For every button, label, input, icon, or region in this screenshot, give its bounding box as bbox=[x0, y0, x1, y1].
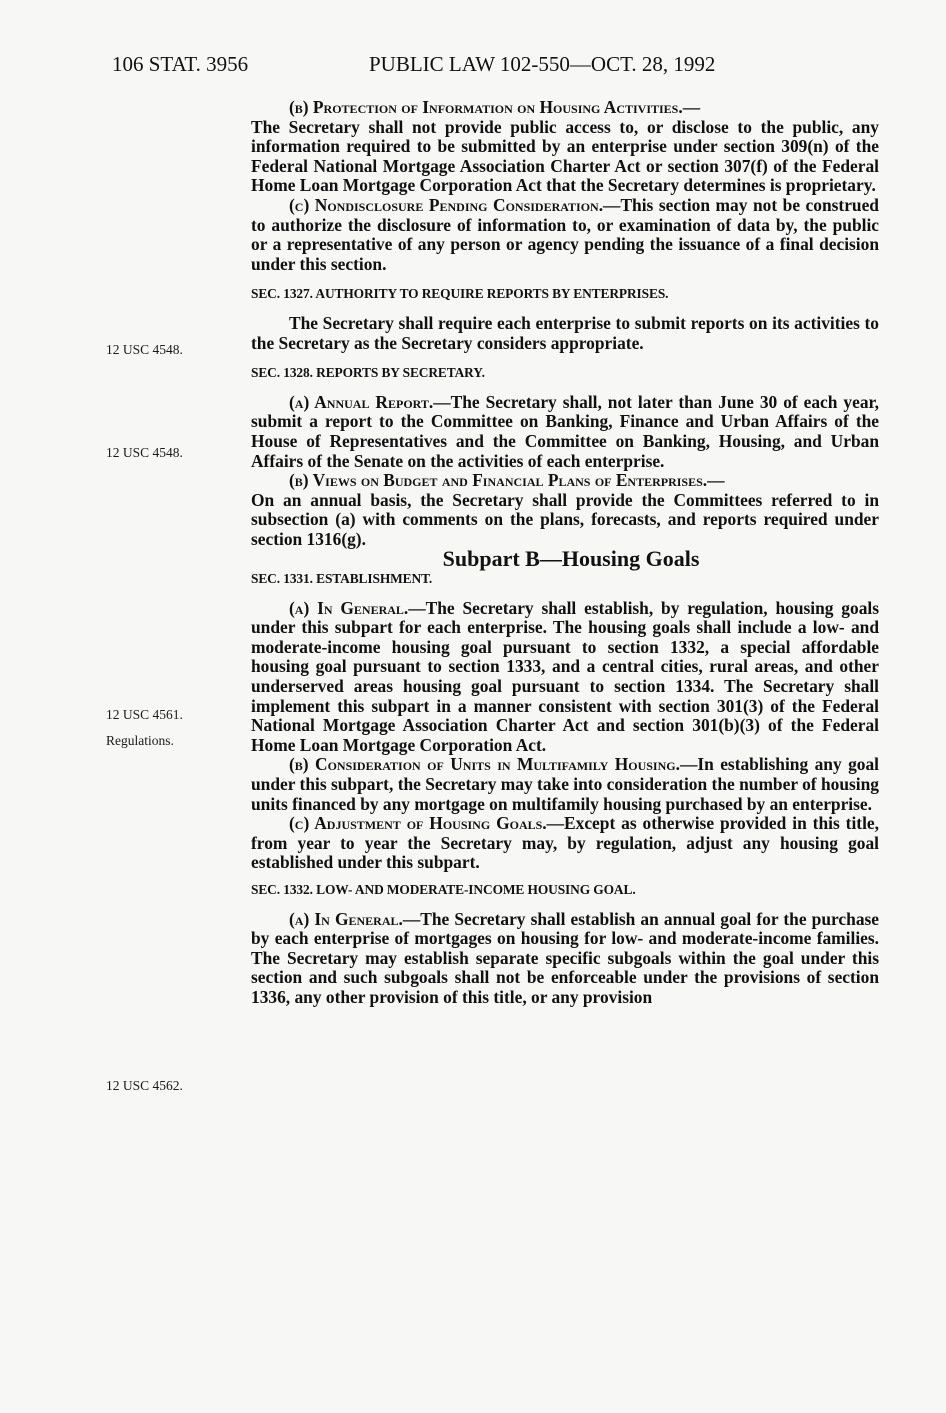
page-header bbox=[112, 52, 772, 82]
sec1331-a-heading: (a) In General.— bbox=[289, 597, 426, 618]
sec1331-c-paragraph bbox=[251, 814, 879, 873]
sec1326-b-paragraph bbox=[251, 98, 879, 196]
sec1327-title: SEC. 1327. AUTHORITY TO REQUIRE REPORTS BY ENTERPRISES. bbox=[251, 286, 669, 302]
statute-text bbox=[251, 98, 879, 1008]
sec1328-a-text: The Secretary shall, not later than June 30 of each year, submit a report to the Committee on Banking, Finance and Urban Affairs of the House of Representatives and the Committee on Banking, Housing, and Urban Affairs of the Senate on the activities of each enterprise. bbox=[251, 391, 879, 471]
sec1331-c-heading: (c) Adjustment of Housing Goals.— bbox=[289, 813, 565, 834]
sec1326-c-heading: (c) Nondisclosure Pending Consideration.— bbox=[289, 194, 621, 215]
sec1326-b-heading: (b) Protection of Information on Housing Activities.— bbox=[289, 97, 701, 117]
sec1328-a-paragraph bbox=[251, 393, 879, 471]
sec1331-title: SEC. 1331. ESTABLISHMENT. bbox=[251, 571, 433, 587]
sec1332-a-paragraph bbox=[251, 910, 879, 1008]
sec1326-c-paragraph bbox=[251, 196, 879, 274]
sec1326-b-text: The Secretary shall not provide public access to, or disclose to the public, any information required to be submitted by an enterprise under section 309(n) of the Federal National Mortgage Association Charter Act or section 307(f) of the Federal Home Loan Mortgage Corporation Act that the Secretary determines is proprietary. bbox=[251, 116, 879, 196]
sec1331-a-text: The Secretary shall establish, by regulation, housing goals under this subpart for each enterprise. The housing goals shall include a low- and moderate-income housing goal pursuant to section 1332, a special affordable housing goal pursuant to section 1333, and a central cities, rural areas, and other underserved areas housing goal pursuant to section 1334. The Secretary shall implement this subpart in a manner consistent with section 301(3) of the Federal National Mortgage Association Charter Act and section 301(b)(3) of the Federal Home Loan Mortgage Corporation Act. bbox=[251, 597, 879, 755]
public-law-running-head: PUBLIC LAW 102-550—OCT. 28, 1992 bbox=[369, 52, 716, 76]
sec1332-a-heading: (a) In General.— bbox=[289, 908, 421, 929]
stat-page-number: 106 STAT. 3956 bbox=[112, 52, 249, 76]
subpart-title: Subpart B—Housing Goals bbox=[442, 546, 700, 572]
margin-note-sec1331: 12 USC 4561. bbox=[106, 707, 183, 722]
margin-note-sec1332: 12 USC 4562. bbox=[106, 1078, 183, 1093]
sec1332-title: SEC. 1332. LOW- AND MODERATE-INCOME HOUSING GOAL. bbox=[251, 881, 636, 897]
margin-note-sec1328: 12 USC 4548. bbox=[106, 445, 183, 460]
sec1328-b-paragraph bbox=[251, 471, 879, 549]
sec1332-a-text: The Secretary shall establish an annual goal for the purchase by each enterprise of mortgages on housing for low- and moderate-income families. The Secretary may establish separate specific subgoals within the goal under this section and such subgoals shall not be enforceable under the provisions of section 1336, any other provision of this title, or any provision bbox=[251, 908, 880, 1007]
sec1328-a-heading: (a) Annual Report.— bbox=[289, 391, 451, 412]
margin-note-sec1327: 12 USC 4548. bbox=[106, 342, 183, 357]
sec1328-title: SEC. 1328. REPORTS BY SECRETARY. bbox=[251, 365, 485, 381]
sec1331-c-text: Except as otherwise provided in this title, from year to year the Secretary may, by regulation, adjust any housing goal established under this subpart. bbox=[251, 813, 879, 873]
sec1328-b-heading: (b) Views on Budget and Financial Plans of Enterprises.— bbox=[289, 470, 725, 491]
sec1327-text: The Secretary shall require each enterprise to submit reports on its activities to the Secretary as the Secretary considers appropriate. bbox=[251, 312, 879, 353]
margin-note-regulations: Regulations. bbox=[106, 733, 174, 748]
sec1331-a-paragraph bbox=[251, 599, 879, 756]
sec1326-c-text: This section may not be construed to authorize the disclosure of information to, or examination of data by, the public or a representative of any person or agency pending the issuance of a final decision under this section. bbox=[251, 194, 879, 274]
sec1331-b-heading: (b) Consideration of Units in Multifamily Housing.— bbox=[289, 754, 698, 775]
sec1331-b-text: In establishing any goal under this subpart, the Secretary may take into consideration the number of housing units financed by any mortgage on multifamily housing purchased by an enterprise. bbox=[251, 754, 879, 814]
sec1328-b-text: On an annual basis, the Secretary shall provide the Committees referred to in subsection (a) with comments on the plans, forecasts, and reports required under section 1316(g). bbox=[251, 489, 879, 549]
sec1331-b-paragraph bbox=[251, 755, 879, 814]
